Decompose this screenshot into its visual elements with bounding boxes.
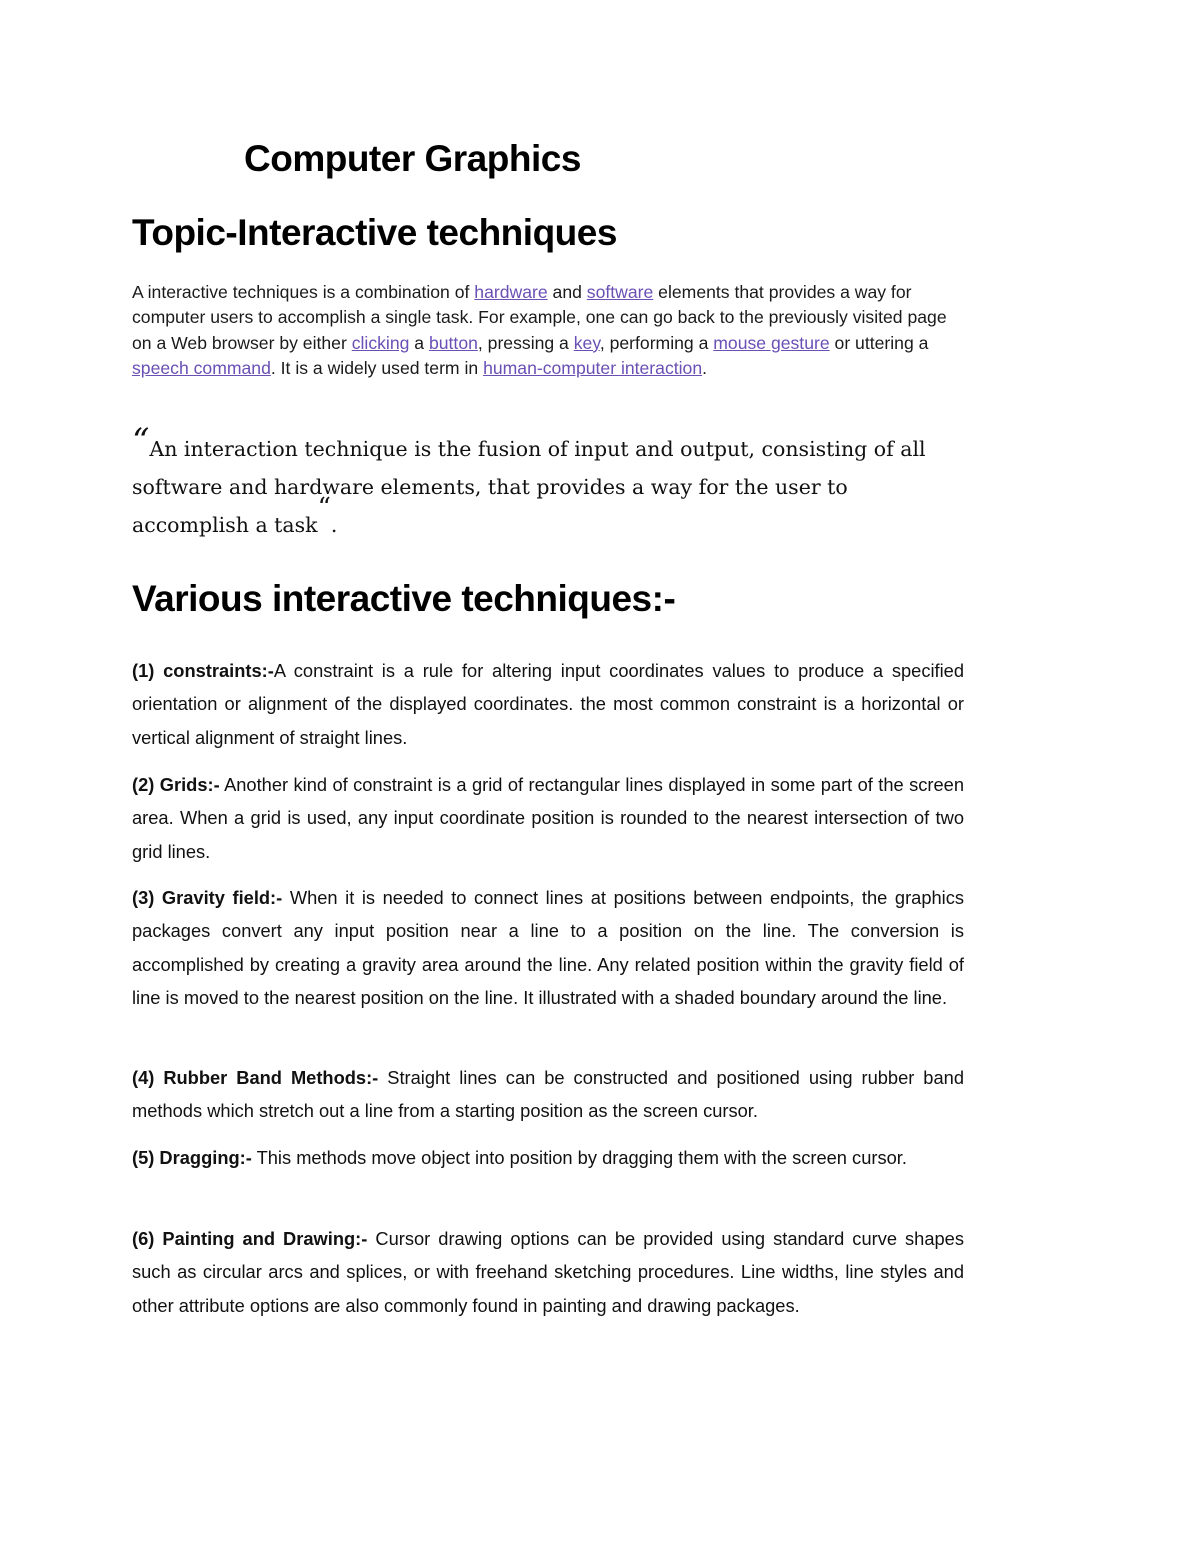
technique-item — [132, 1222, 964, 1322]
intro-text: a — [409, 332, 429, 353]
technique-text: When it is needed to connect lines at positions between endpoints, the graphics packages convert any input position near a line to a position on the line. The conversion is accomplished by creating a gravity area around the line. Any related position within the gravity field of line is moved to the nearest position on the line. It illustrated with a shaded boundary around the line. — [132, 887, 964, 1008]
intro-paragraph — [132, 280, 962, 382]
link-speech-command[interactable]: speech command — [132, 358, 271, 379]
link-key[interactable]: key — [573, 332, 600, 353]
technique-text: This methods move object into position by dragging them with the screen cursor. — [251, 1147, 907, 1168]
quote-end: . — [330, 513, 338, 537]
technique-item — [132, 1061, 964, 1128]
technique-term: (1) constraints:- — [132, 660, 274, 681]
intro-text: elements that provides a way for computer users to accomplish a single task. For example, one can go back to the previously visited page on a Web browser by either — [132, 282, 947, 353]
technique-text: Cursor drawing options can be provided using standard curve shapes such as circular arcs and splices, or with freehand sketching procedures. Line widths, line styles and other attribute options are also commonly found in painting and drawing packages. — [132, 1228, 964, 1316]
link-hardware[interactable]: hardware — [474, 282, 548, 302]
open-quote-mark: “ — [132, 421, 150, 461]
intro-text: . — [702, 358, 708, 379]
technique-item — [132, 881, 964, 1014]
definition-quote — [132, 421, 962, 544]
technique-item — [132, 768, 964, 868]
intro-text: . It is a widely used term in — [270, 358, 484, 379]
intro-text: A interactive techniques is a combination of — [132, 282, 475, 302]
technique-term: (6) Painting and Drawing:- — [132, 1228, 368, 1249]
technique-text: A constraint is a rule for altering input coordinates values to produce a specified orientation or alignment of the displayed coordinates. the most common constraint is a horizontal or vertical alignment of straight lines. — [132, 660, 964, 748]
intro-text: , performing a — [599, 332, 714, 353]
quote-text: An interaction technique is the fusion of input and output, consisting of all software and hardware elements, that provides a way for the user to accomplish a task — [132, 437, 926, 537]
link-human-computer-interaction[interactable]: human-computer interaction — [483, 358, 703, 379]
link-mouse-gesture[interactable]: mouse gesture — [713, 332, 830, 353]
technique-term: (3) Gravity field:- — [132, 887, 283, 908]
technique-text: Another kind of constraint is a grid of rectangular lines displayed in some part of the screen area. When a grid is used, any input coordinate position is rounded to the nearest intersection of two grid lines. — [132, 774, 964, 862]
technique-term: (4) Rubber Band Methods:- — [132, 1067, 379, 1088]
section-heading: Various interactive techniques:- — [132, 578, 676, 619]
document-title: Computer Graphics — [244, 138, 581, 179]
link-button[interactable]: button — [428, 332, 478, 353]
technique-term: (5) Dragging:- — [132, 1147, 252, 1168]
technique-item — [132, 654, 964, 754]
technique-term: (2) Grids:- — [132, 774, 220, 795]
topic-heading: Topic-Interactive techniques — [132, 212, 617, 253]
technique-text: Straight lines can be constructed and positioned using rubber band methods which stretch out a line from a starting position as the screen cursor. — [132, 1067, 964, 1122]
close-quote-mark: “ — [317, 493, 331, 523]
intro-text: , pressing a — [477, 332, 574, 353]
link-clicking[interactable]: clicking — [351, 332, 410, 353]
technique-item — [132, 1141, 964, 1174]
link-software[interactable]: software — [586, 282, 654, 302]
intro-text: or uttering a — [829, 332, 929, 353]
intro-text: and — [547, 282, 587, 302]
